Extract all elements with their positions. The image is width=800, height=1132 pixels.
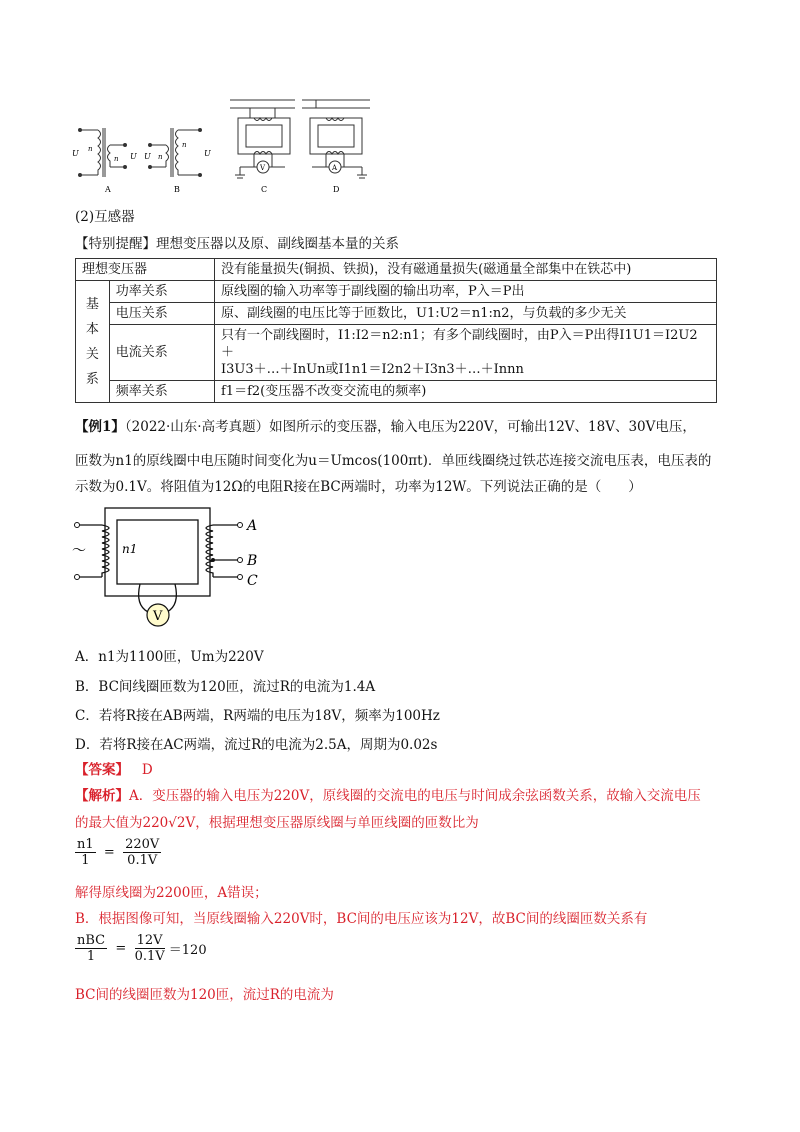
source-symbol: ～ <box>72 543 86 559</box>
table-row <box>76 281 717 303</box>
tip-tag: 【特别提醒】 <box>75 236 156 252</box>
table-row <box>76 259 717 281</box>
example-text: （2022·山东·高考真题）如图所示的变压器，输入电压为220V，可输出12V、18V、30V电压， <box>124 419 696 435</box>
figure-a <box>79 128 127 177</box>
choice-b: B．BC间线圈匝数为120匝，流过R的电流为1.4A <box>75 679 376 695</box>
analysis-line-1 <box>75 787 701 805</box>
table-cell-text: 没有能量损失(铜损、铁损)，没有磁通量损失(磁通量全部集中在铁芯中) <box>215 259 717 281</box>
example-tag: 【例1】 <box>75 419 125 435</box>
frac1-lhs-den: 1 <box>81 853 90 868</box>
svg-text:U: U <box>72 149 79 158</box>
table-cell-label: 频率关系 <box>109 381 214 403</box>
fraction-equation-2: nBC 1 = $\frac{12V}{0.1V}$ ＝120 <box>77 933 207 964</box>
table-cell-label: 功率关系 <box>109 281 214 303</box>
terminal-a: A <box>247 518 258 534</box>
table-cell-text-line: I3U3＋…＋InUn或I1n1＝I2n2＋I3n3＋…＋Innn <box>221 362 524 377</box>
coil-label: n1 <box>122 542 138 556</box>
terminal-c: C <box>247 573 258 589</box>
group-char: 系 <box>85 371 99 387</box>
svg-text:n: n <box>158 153 163 161</box>
table-cell-text: 原线圈的输入功率等于副线圈的输出功率，P入＝P出 <box>215 281 717 303</box>
figure-label-c: C <box>261 185 268 194</box>
frac2-result: ＝120 <box>168 943 207 958</box>
group-char: 本 <box>85 321 99 337</box>
frac1-rhs-den: 0.1V <box>127 853 158 868</box>
table-cell-label: 理想变压器 <box>76 259 215 281</box>
svg-text:n: n <box>114 155 119 163</box>
table-row <box>76 325 717 381</box>
section-title: (2)互感器 <box>75 209 135 225</box>
tip-line <box>75 235 399 253</box>
analysis-line-5: BC间的线圈匝数为120匝，流过R的电流为 <box>75 987 334 1003</box>
frac2-rhs-den: 0.1V <box>134 949 165 964</box>
figure-label-b: B <box>174 185 180 194</box>
svg-text:U: U <box>204 149 211 158</box>
example-line-1 <box>75 418 696 436</box>
fraction-equation-1: $\frac{n1}{1}$ = $\frac{220V}{0.1V}$ <box>77 837 160 868</box>
figure-d-meter: A <box>332 164 338 172</box>
analysis-text: A．变压器的输入电压为220V，原线圈的交流电的电压与时间成余弦函数关系，故输入交流电压 <box>129 788 701 804</box>
analysis-line-4: B．根据图像可知，当原线圈输入220V时，BC间的电压应该为12V，故BC间的线圈匝数关系有 <box>75 911 648 927</box>
frac1-lhs-num: n1 <box>77 837 94 852</box>
svg-text:n: n <box>88 145 93 153</box>
figure-c-meter: V <box>260 164 266 172</box>
frac2-rhs-num: 12V <box>135 933 165 949</box>
analysis-line-3: 解得原线圈为2200匝，A错误； <box>75 885 268 901</box>
table-cell-text: 原、副线圈的电压比等于匝数比，U1:U2＝n1:n2，与负载的多少无关 <box>215 303 717 325</box>
table-row <box>76 303 717 325</box>
svg-text:n: n <box>182 141 187 149</box>
answer-value: D <box>141 762 153 778</box>
analysis-line-2: 的最大值为220√2V，根据理想变压器原线圈与单匝线圈的匝数比为 <box>75 815 479 831</box>
voltmeter-label: V <box>153 609 163 624</box>
answer-tag: 【答案】 <box>75 762 129 778</box>
table-cell-text <box>215 325 717 381</box>
table-cell-label: 电流关系 <box>109 325 214 381</box>
group-label-cell <box>76 281 110 403</box>
tip-text: 理想变压器以及原、副线圈基本量的关系 <box>156 236 399 252</box>
choice-a: A．n1为1100匝，Um为220V <box>75 649 264 665</box>
table-row <box>76 381 717 403</box>
group-char: 关 <box>85 346 99 362</box>
terminal-b: B <box>247 553 258 569</box>
table-cell-label: 电压关系 <box>109 303 214 325</box>
example-line-2: 匝数为n1的原线圈中电压随时间变化为u＝Umcos(100πt)．单匝线圈绕过铁芯连接交流电压表，电压表的 <box>75 453 712 469</box>
answer-line <box>75 761 153 779</box>
analysis-tag: 【解析】 <box>75 788 129 804</box>
frac1-rhs-num: 220V <box>125 837 160 852</box>
group-char: 基 <box>85 296 99 312</box>
svg-text:U: U <box>144 152 151 161</box>
main-transformer-figure <box>70 505 270 635</box>
frac2-lhs-den: 1 <box>86 949 96 964</box>
svg-text:U: U <box>130 152 137 161</box>
figure-label-d: D <box>333 185 340 194</box>
choice-d: D．若将R接在AC两端，流过R的电流为2.5A，周期为0.02s <box>75 737 438 753</box>
table-cell-text-line: 只有一个副线圈时，I1:I2＝n2:n1；有多个副线圈时，由P入＝P出得I1U1＝I2U2＋ <box>221 328 698 360</box>
transformer-figures-abcd <box>70 95 390 195</box>
choice-c: C．若将R接在AB两端，R两端的电压为18V，频率为100Hz <box>75 708 440 724</box>
table-cell-text: f1＝f2(变压器不改变交流电的频率) <box>215 381 717 403</box>
figure-label-a: A <box>105 185 111 194</box>
figure-b <box>149 128 202 177</box>
example-line-3: 示数为0.1V。将阻值为12Ω的电阻R接在BC两端时，功率为12W。下列说法正确的是（ ） <box>75 479 642 495</box>
frac2-lhs-num: nBC <box>77 933 106 948</box>
relation-table <box>75 258 717 403</box>
